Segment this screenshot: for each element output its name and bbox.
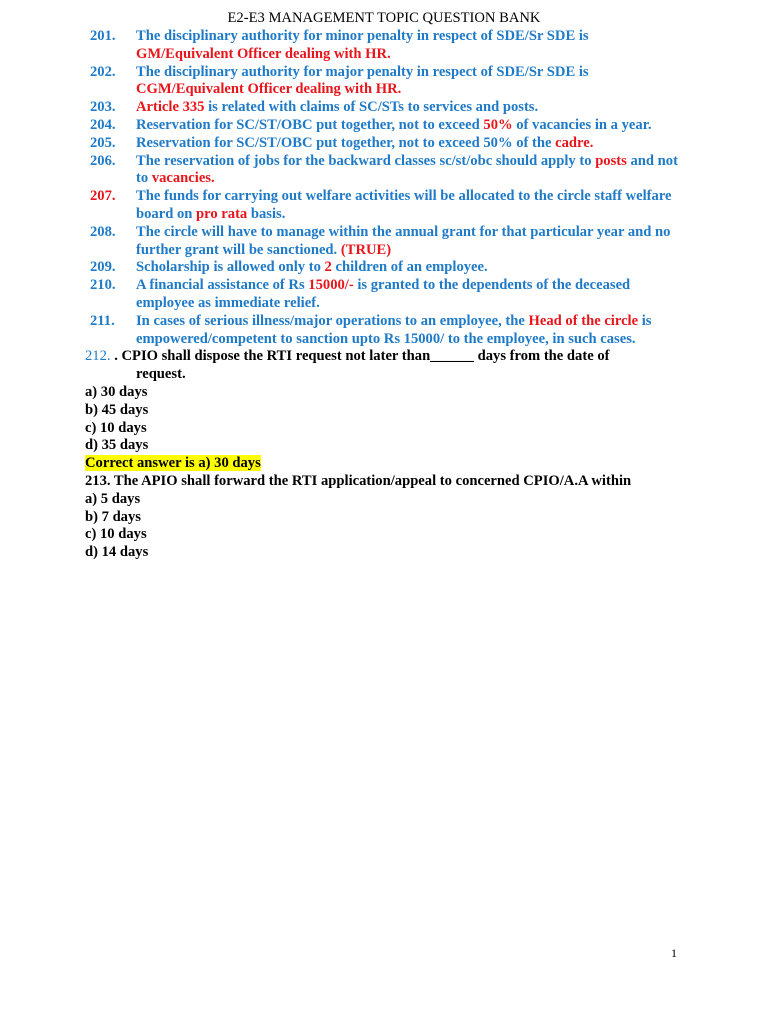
item-number: 208. [90, 223, 116, 240]
item-text [136, 64, 685, 100]
list-item [85, 64, 685, 100]
item-text [136, 99, 685, 117]
question-213-option-d: d) 14 days [85, 544, 149, 561]
item-text-segment: children of an employee. [331, 259, 488, 276]
question-213-option-c: c) 10 days [85, 526, 147, 543]
list-item [85, 259, 685, 277]
question-212-number: 212. [85, 348, 111, 365]
item-text [136, 28, 685, 64]
question-212 [85, 348, 685, 473]
page-title: E2-E3 MANAGEMENT TOPIC QUESTION BANK [227, 10, 541, 26]
item-text-segment: is related with claims of SC/STs to services and posts. [204, 99, 539, 116]
item-text-segment: The disciplinary authority for minor penalty in respect of SDE/Sr SDE is [136, 28, 589, 44]
item-number: 205. [90, 134, 116, 151]
question-212-text: . CPIO shall dispose the RTI request not later than______ days from the date of [110, 348, 610, 365]
item-number: 202. [90, 63, 116, 80]
item-text-segment: The reservation of jobs for the backward classes sc/st/obc should apply to [136, 152, 596, 169]
item-text-segment: cadre. [555, 134, 594, 151]
item-text-segment: 2 [324, 259, 332, 276]
question-list [85, 28, 685, 562]
list-item [85, 277, 685, 313]
item-text-segment: Reservation for SC/ST/OBC put together, not to exceed [136, 116, 484, 133]
item-text-segment: A financial assistance of Rs [136, 277, 309, 294]
item-number: 210. [90, 277, 116, 294]
item-text-segment: GM/Equivalent Officer dealing with HR. [136, 45, 391, 62]
question-213-option-a: a) 5 days [85, 490, 141, 507]
item-number: 204. [90, 116, 116, 133]
correct-answer-highlight: Correct answer is a) 30 days [85, 455, 261, 472]
question-212-option-b: b) 45 days [85, 401, 149, 418]
item-text-segment: Reservation for SC/ST/OBC put together, not to exceed 50% of the [136, 134, 556, 151]
item-number: 206. [90, 152, 116, 169]
question-212-line2: request. [136, 366, 186, 383]
question-213-option-b: b) 7 days [85, 508, 141, 525]
item-text-segment: basis. [247, 205, 286, 222]
item-text-segment: 15000/- [308, 277, 354, 294]
item-text-segment: is empowered/competent to sanction upto Rs 15000/ to the employee, in such cases. [136, 312, 652, 347]
item-text-segment: Head of the circle [528, 312, 639, 329]
item-text-segment: Scholarship is allowed only to [136, 259, 325, 276]
item-text [136, 153, 685, 189]
item-text-segment: The funds for carrying out welfare activities will be allocated to the circle staff welfare board on [136, 188, 672, 222]
item-text-segment: vacancies. [151, 170, 215, 187]
question-212-option-a: a) 30 days [85, 383, 148, 400]
item-text [136, 135, 685, 153]
item-text-segment: The disciplinary authority for major penalty in respect of SDE/Sr SDE is [136, 63, 589, 80]
item-text-segment: posts [595, 152, 627, 169]
item-text-segment: In cases of serious illness/major operations to an employee, the [136, 312, 529, 329]
item-number: 211. [90, 312, 115, 329]
list-item [85, 313, 685, 349]
item-text-segment: (TRUE) [340, 241, 392, 258]
item-text-segment: is granted to the dependents of the deceased employee as immediate relief. [136, 277, 631, 311]
list-item [85, 28, 685, 64]
question-212-line1 [85, 348, 685, 366]
item-text [136, 277, 685, 313]
item-text [136, 259, 685, 277]
item-text [136, 117, 685, 135]
item-text-segment: CGM/Equivalent Officer dealing with HR. [136, 81, 402, 98]
list-item [85, 117, 685, 135]
item-text [136, 188, 685, 224]
question-213 [85, 473, 685, 562]
question-212-option-c: c) 10 days [85, 419, 147, 436]
question-212-answer-row [85, 455, 685, 473]
page-number: 1 [671, 946, 677, 960]
item-text [136, 224, 685, 260]
question-213-text: 213. The APIO shall forward the RTI application/appeal to concerned CPIO/A.A within [85, 472, 632, 489]
list-item [85, 99, 685, 117]
item-number: 201. [90, 28, 116, 44]
list-item [85, 224, 685, 260]
numbered-items [85, 28, 685, 348]
item-text [136, 313, 685, 349]
item-number: 203. [90, 99, 116, 116]
list-item [85, 153, 685, 189]
item-text-segment: The circle will have to manage within the annual grant for that particular year and no further grant will be sanctioned. [136, 223, 671, 258]
list-item [85, 188, 685, 224]
item-number: 209. [90, 259, 116, 276]
item-text-segment: of vacancies in a year. [512, 116, 652, 133]
list-item [85, 135, 685, 153]
item-text-segment: Article 335 [136, 99, 205, 116]
item-text-segment: 50% [483, 116, 513, 133]
item-text-segment: pro rata [196, 205, 248, 222]
item-number: 207. [90, 188, 116, 205]
question-212-option-d: d) 35 days [85, 437, 149, 454]
item-text-segment: and not to [136, 152, 678, 187]
